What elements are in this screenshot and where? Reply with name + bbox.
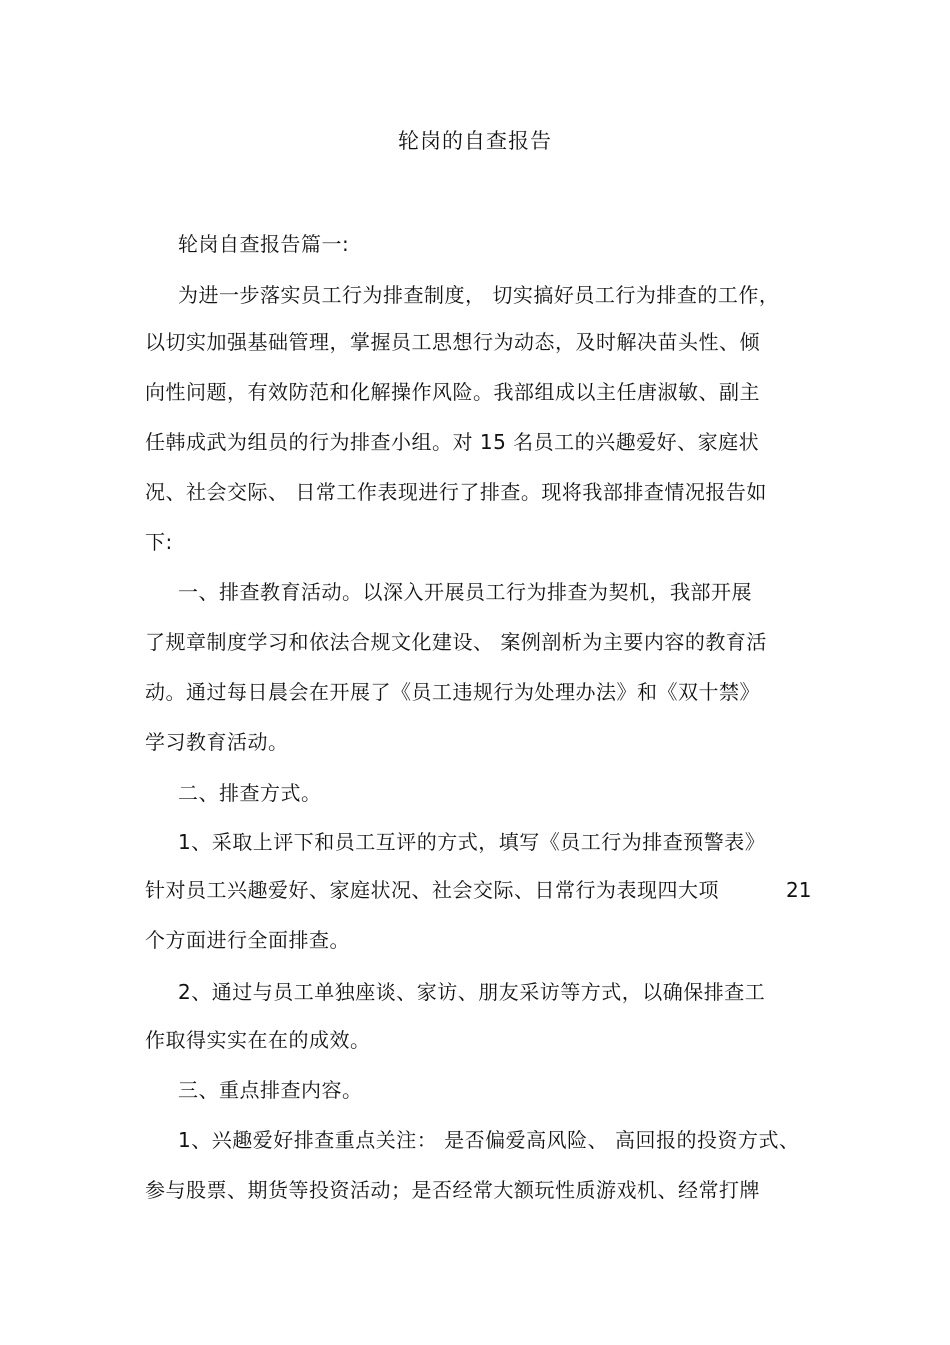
section-heading: 三、重点排查内容。 <box>178 1078 363 1102</box>
paragraph-line: 1、采取上评下和员工互评的方式，填写《员工行为排查预警表》 <box>178 830 766 854</box>
document-title: 轮岗的自查报告 <box>398 129 552 153</box>
paragraph-line: 1、兴趣爱好排查重点关注： 是否偏爱高风险、 高回报的投资方式、 <box>178 1128 800 1152</box>
paragraph-line: 2、通过与员工单独座谈、家访、朋友采访等方式，以确保排查工 <box>178 980 766 1004</box>
paragraph-line: 向性问题，有效防范和化解操作风险。我部组成以主任唐淑敏、副主 <box>145 380 760 404</box>
paragraph-line: 以切实加强基础管理，掌握员工思想行为动态，及时解决苗头性、倾 <box>145 330 760 354</box>
paragraph-line: 个方面进行全面排查。 <box>145 928 350 952</box>
paragraph-line: 动。通过每日晨会在开展了《员工违规行为处理办法》和《双十禁》 <box>145 680 760 704</box>
section-heading: 轮岗自查报告篇一: <box>178 232 350 256</box>
paragraph-line: 参与股票、期货等投资活动；是否经常大额玩性质游戏机、经常打牌 <box>145 1178 760 1202</box>
paragraph-line: 下: <box>145 530 173 554</box>
item-count-number: 21 <box>786 878 812 902</box>
paragraph-line: 一、排查教育活动。以深入开展员工行为排查为契机，我部开展 <box>178 580 752 604</box>
paragraph-line: 作取得实实在在的成效。 <box>145 1028 371 1052</box>
paragraph-line: 针对员工兴趣爱好、家庭状况、社会交际、日常行为表现四大项 <box>145 878 719 902</box>
paragraph-line: 了规章制度学习和依法合规文化建设、 案例剖析为主要内容的教育活 <box>145 630 767 654</box>
paragraph-line: 任韩成武为组员的行为排查小组。对 15 名员工的兴趣爱好、家庭状 <box>145 430 760 454</box>
paragraph-line: 况、社会交际、 日常工作表现进行了排查。现将我部排查情况报告如 <box>145 480 767 504</box>
paragraph-line: 学习教育活动。 <box>145 730 289 754</box>
paragraph-line: 为进一步落实员工行为排查制度， 切实搞好员工行为排查的工作， <box>178 283 780 307</box>
section-heading: 二、排查方式。 <box>178 781 322 805</box>
